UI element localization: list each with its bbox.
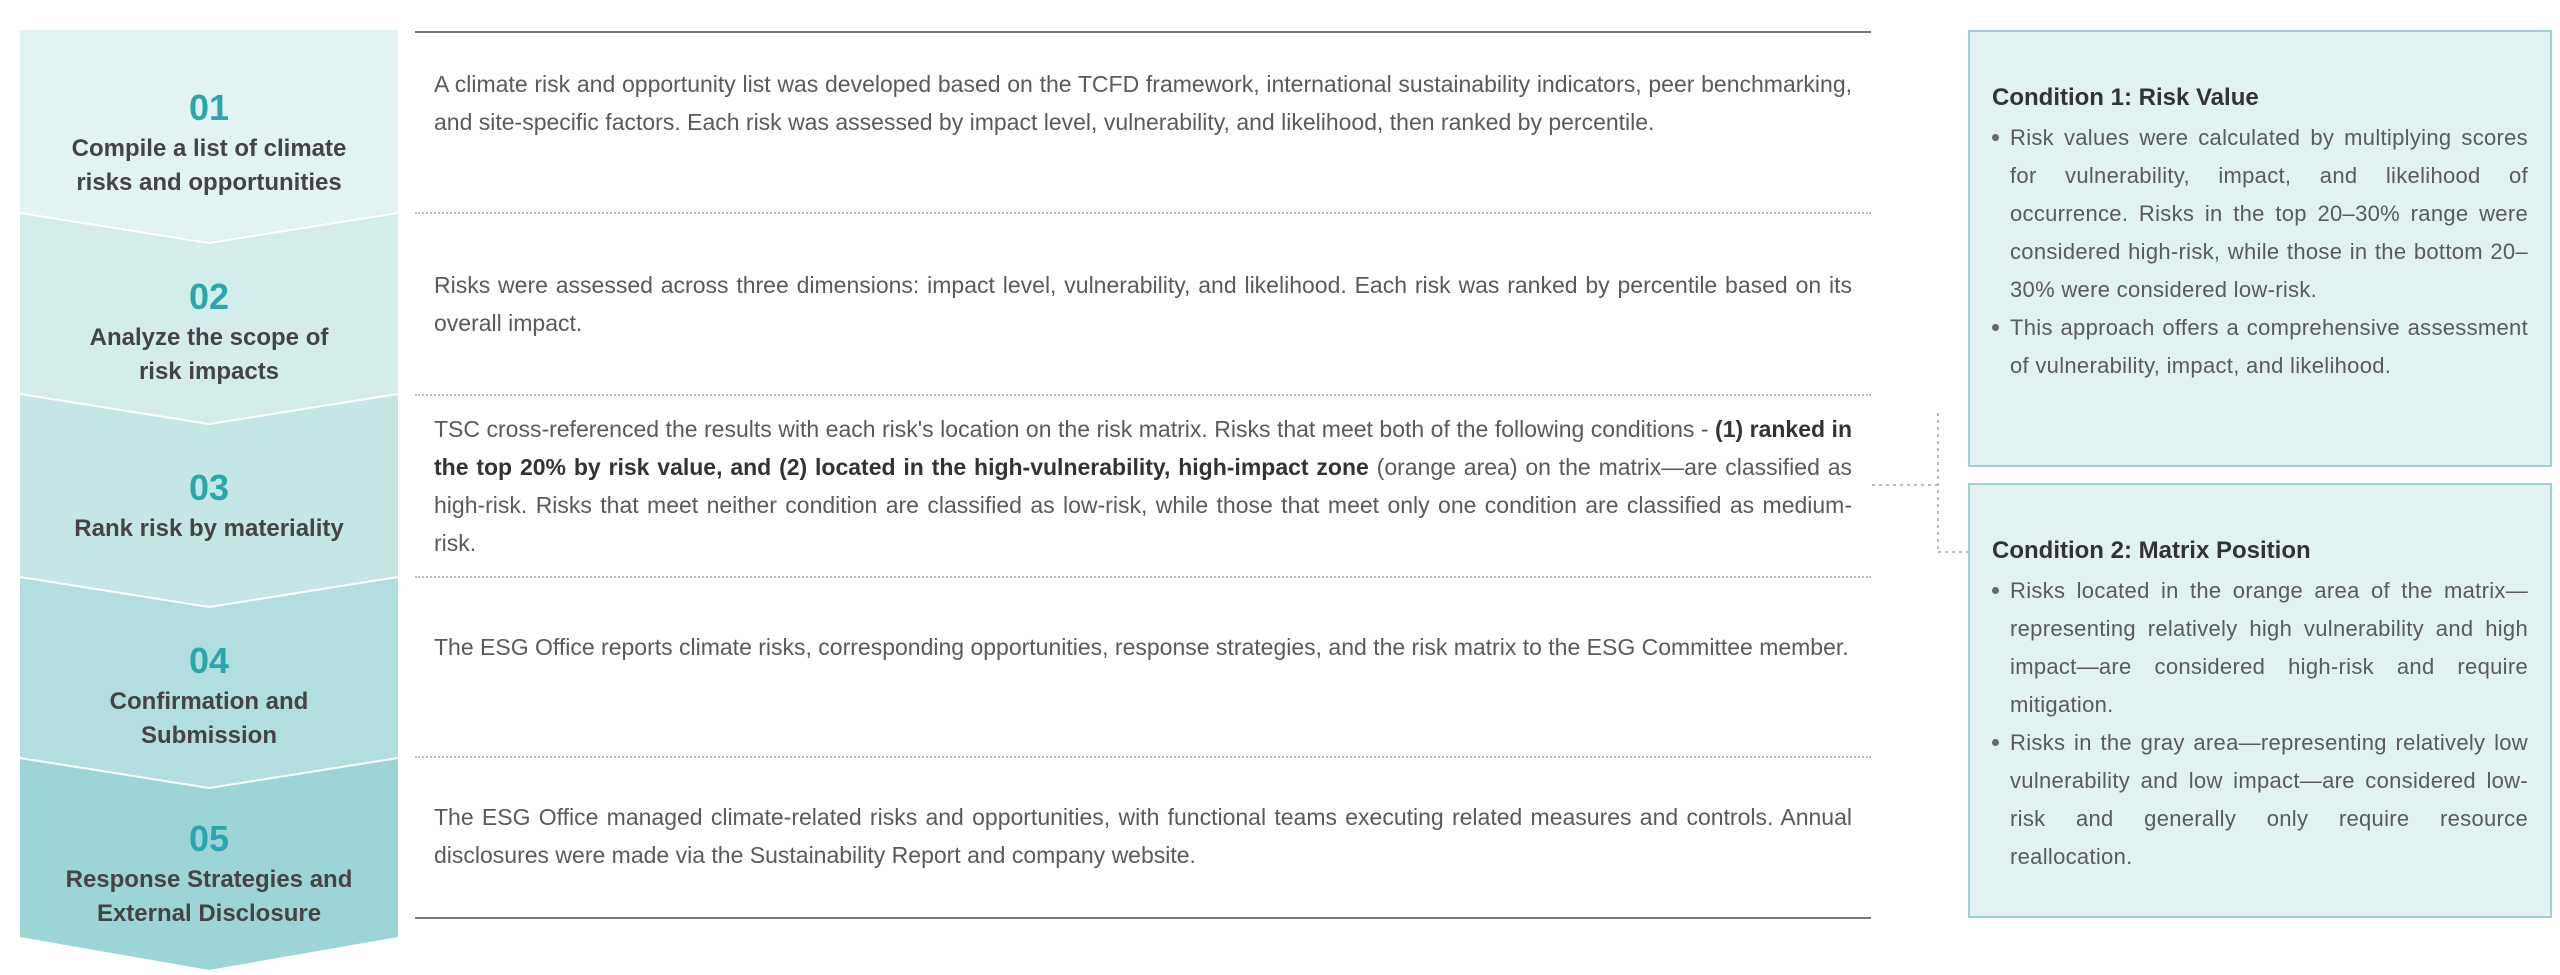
step-title-line: risks and opportunities [76,169,342,196]
condition-2-title: Condition 2: Matrix Position [1992,537,2311,564]
step-1-description: A climate risk and opportunity list was developed based on the TCFD framework, international sustainability indicators, peer benchmarking, and site-specific factors. Each risk was assessed by impact level, vulnerability, and likelihood, then ranked by percentile. [434,71,1852,135]
step-title-line: Response Strategies and [65,866,353,893]
step-title-line: External Disclosure [96,900,322,927]
step-number: 04 [188,640,230,681]
step-3-conditions-highlight: (1) ranked in the top 20% by risk value, and (2) located in the high-vulnerability, high-impact zone [434,416,1852,480]
condition-1-box [1968,30,2552,467]
step-title-line: risk impacts [138,358,280,385]
step-3-text: TSC cross-referenced the results with each risk's location on the risk matrix. Risks that meet both of the following conditions - [434,416,1716,442]
step-number: 01 [188,87,230,128]
step-title [20,685,398,753]
step-4-description: The ESG Office reports climate risks, corresponding opportunities, response strategies, and the risk matrix to the ESG Committee member. [434,634,1849,660]
step-title [20,321,398,389]
list-item: Risks in the gray area—representing relatively low vulnerability and low impact—are considered low-risk and generally only require resource reallocation. [1992,724,2528,876]
step-3-label [20,468,398,546]
condition-2-box [1968,483,2552,918]
step-2-label [20,277,398,389]
step-1-label [20,88,398,200]
step-number: 02 [188,276,230,317]
bracket-connector [1868,405,1972,565]
list-item: This approach offers a comprehensive assessment of vulnerability, impact, and likelihood. [1992,309,2528,385]
condition-2-list [1992,572,2528,876]
step-number: 03 [188,467,230,508]
list-item: Risk values were calculated by multiplying scores for vulnerability, impact, and likelihood of occurrence. Risks in the top 20–30% range were considered high-risk, while those in the bottom 20–30% were considered low-risk. [1992,119,2528,309]
divider-1 [415,212,1871,214]
divider-3 [415,576,1871,578]
step-5-label [20,819,398,931]
step-3-text-end: (orange area) on the matrix—are classified as high-risk. Risks that meet neither condition are classified as low-risk, while those that meet only one condition are classified as medium-risk. [434,454,1852,556]
step-title-line: Compile a list of climate [71,135,347,162]
step-3-description [434,410,1852,562]
condition-1-title: Condition 1: Risk Value [1992,84,2259,111]
step-title-line: Confirmation and [109,688,309,715]
condition-1-list [1992,119,2528,385]
top-rule [415,31,1871,33]
step-title-line: Rank risk by materiality [74,515,344,542]
step-title [20,512,398,546]
step-2-description: Risks were assessed across three dimensions: impact level, vulnerability, and likelihood. Each risk was ranked by percentile based on its overall impact. [434,272,1852,336]
divider-2 [415,394,1871,396]
step-5-description: The ESG Office managed climate-related risks and opportunities, with functional teams executing related measures and controls. Annual disclosures were made via the Sustainability Report and company website. [434,804,1852,868]
step-title [20,132,398,200]
step-title-line: Submission [140,722,278,749]
divider-4 [415,756,1871,758]
step-title-line: Analyze the scope of [89,324,329,351]
step-4-label [20,641,398,753]
bottom-rule [415,917,1871,919]
step-title [20,863,398,931]
list-item: Risks located in the orange area of the matrix—representing relatively high vulnerability and high impact—are considered high-risk and require mitigation. [1992,572,2528,724]
step-number: 05 [188,818,230,859]
